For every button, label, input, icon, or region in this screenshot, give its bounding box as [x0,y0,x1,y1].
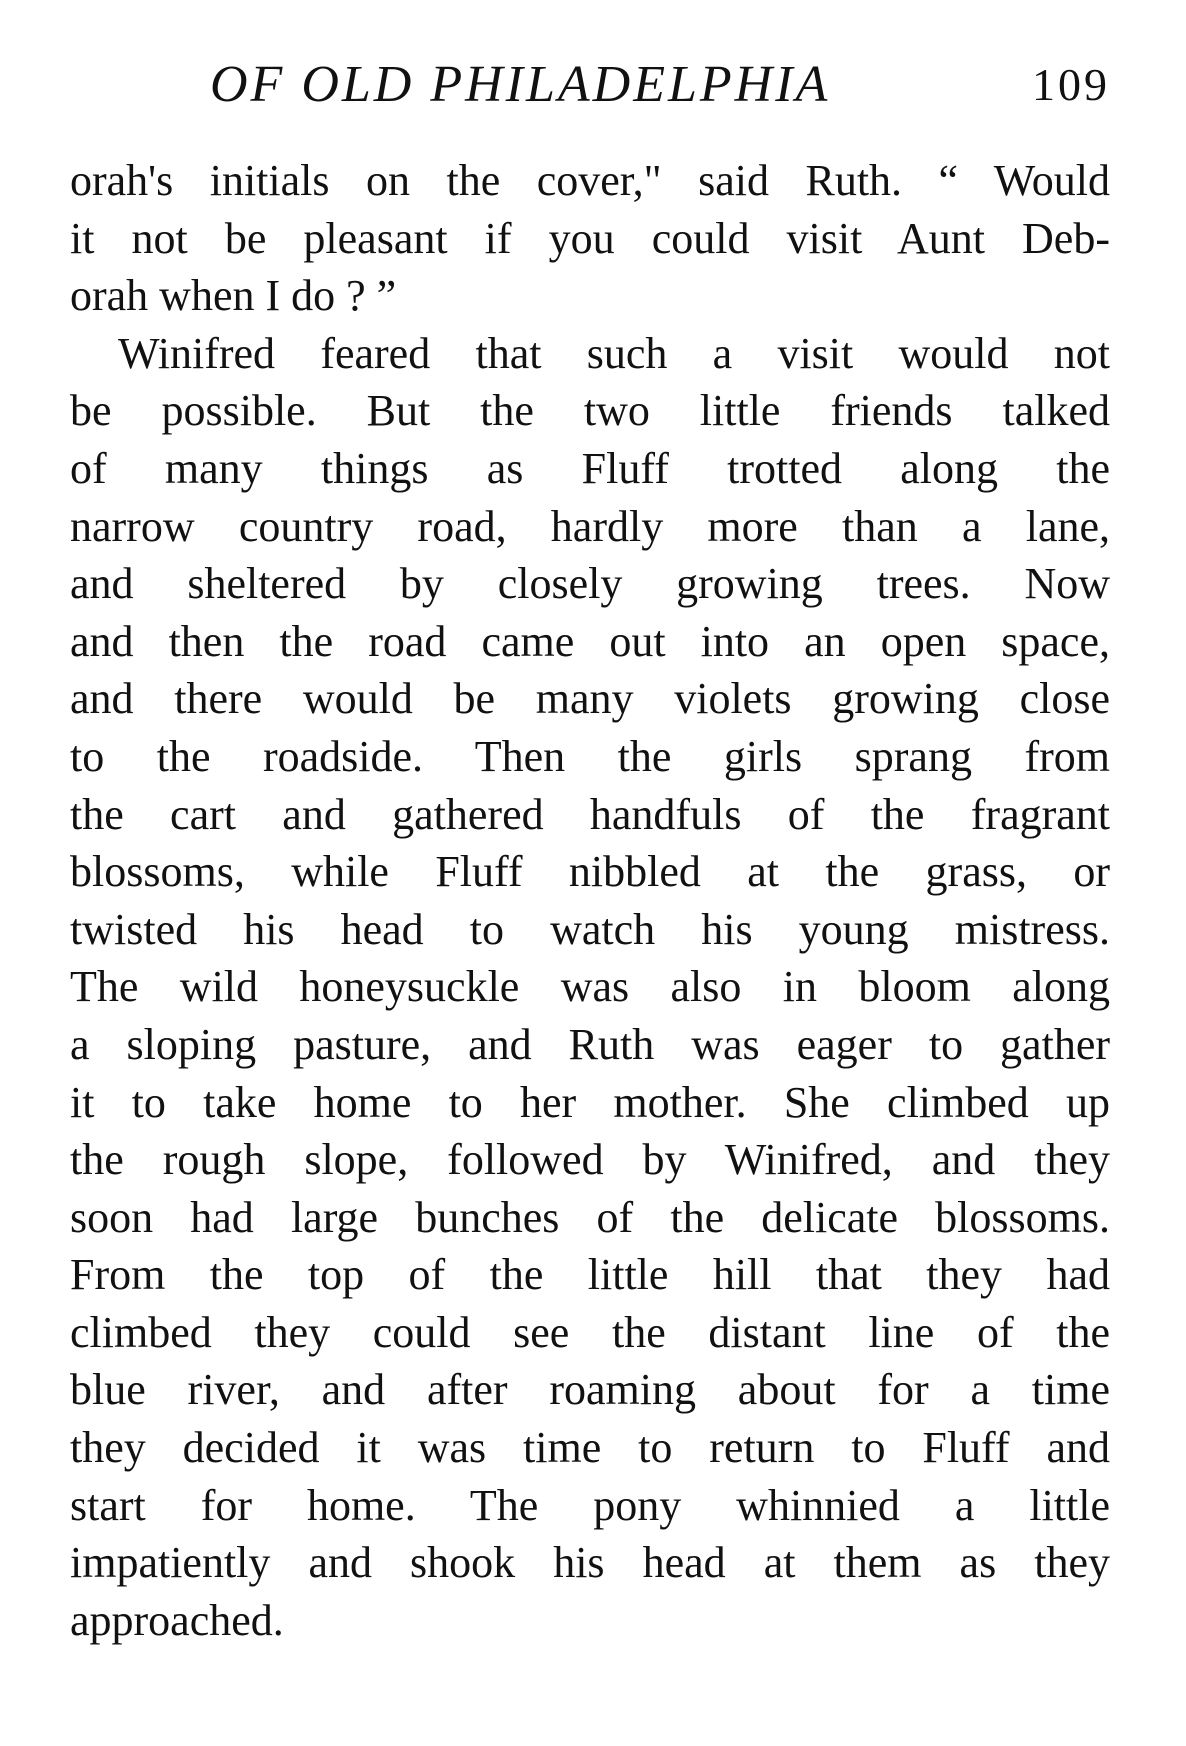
text-line: soon had large bunches of the delicate blossoms. [70,1192,1110,1242]
running-title: OF OLD PHILADELPHIA [210,56,831,113]
text-line: the rough slope, followed by Winifred, and they [70,1135,1110,1185]
page-number: 109 [1032,59,1110,110]
text-line: to the roadside. Then the girls sprang from [70,731,1110,781]
body-text [70,152,1110,1649]
text-line: the cart and gathered handfuls of the fragrant [70,789,1110,839]
text-line: blossoms, while Fluff nibbled at the grass, or [70,847,1110,897]
text-line: climbed they could see the distant line of the [70,1307,1110,1357]
text-line: be possible. But the two little friends talked [70,386,1110,436]
text-line: start for home. The pony whinnied a little [70,1480,1110,1530]
text-line: and there would be many violets growing close [70,674,1110,724]
text-line: blue river, and after roaming about for a time [70,1365,1110,1415]
text-line: From the top of the little hill that they had [70,1250,1110,1300]
text-line: and then the road came out into an open space, [70,616,1110,666]
page-header [70,50,1110,120]
text-line: orah when I do ? ” [70,271,397,321]
text-line: it not be pleasant if you could visit Aunt Deb- [70,213,1110,263]
text-line: of many things as Fluff trotted along the [70,443,1110,493]
text-line: orah's initials on the cover," said Ruth. “ Would [70,156,1110,205]
text-line: they decided it was time to return to Fluff and [70,1423,1110,1473]
text-line: narrow country road, hardly more than a lane, [70,501,1110,551]
text-line: and sheltered by closely growing trees. Now [70,559,1110,609]
text-line: The wild honeysuckle was also in bloom along [70,962,1110,1012]
text-line: it to take home to her mother. She climbed up [70,1077,1110,1127]
text-line: a sloping pasture, and Ruth was eager to gather [70,1019,1110,1069]
text-line: approached. [70,1595,284,1645]
text-line: impatiently and shook his head at them as they [70,1538,1110,1588]
text-line: twisted his head to watch his young mistress. [70,904,1110,954]
text-line: Winifred feared that such a visit would not [118,328,1110,378]
